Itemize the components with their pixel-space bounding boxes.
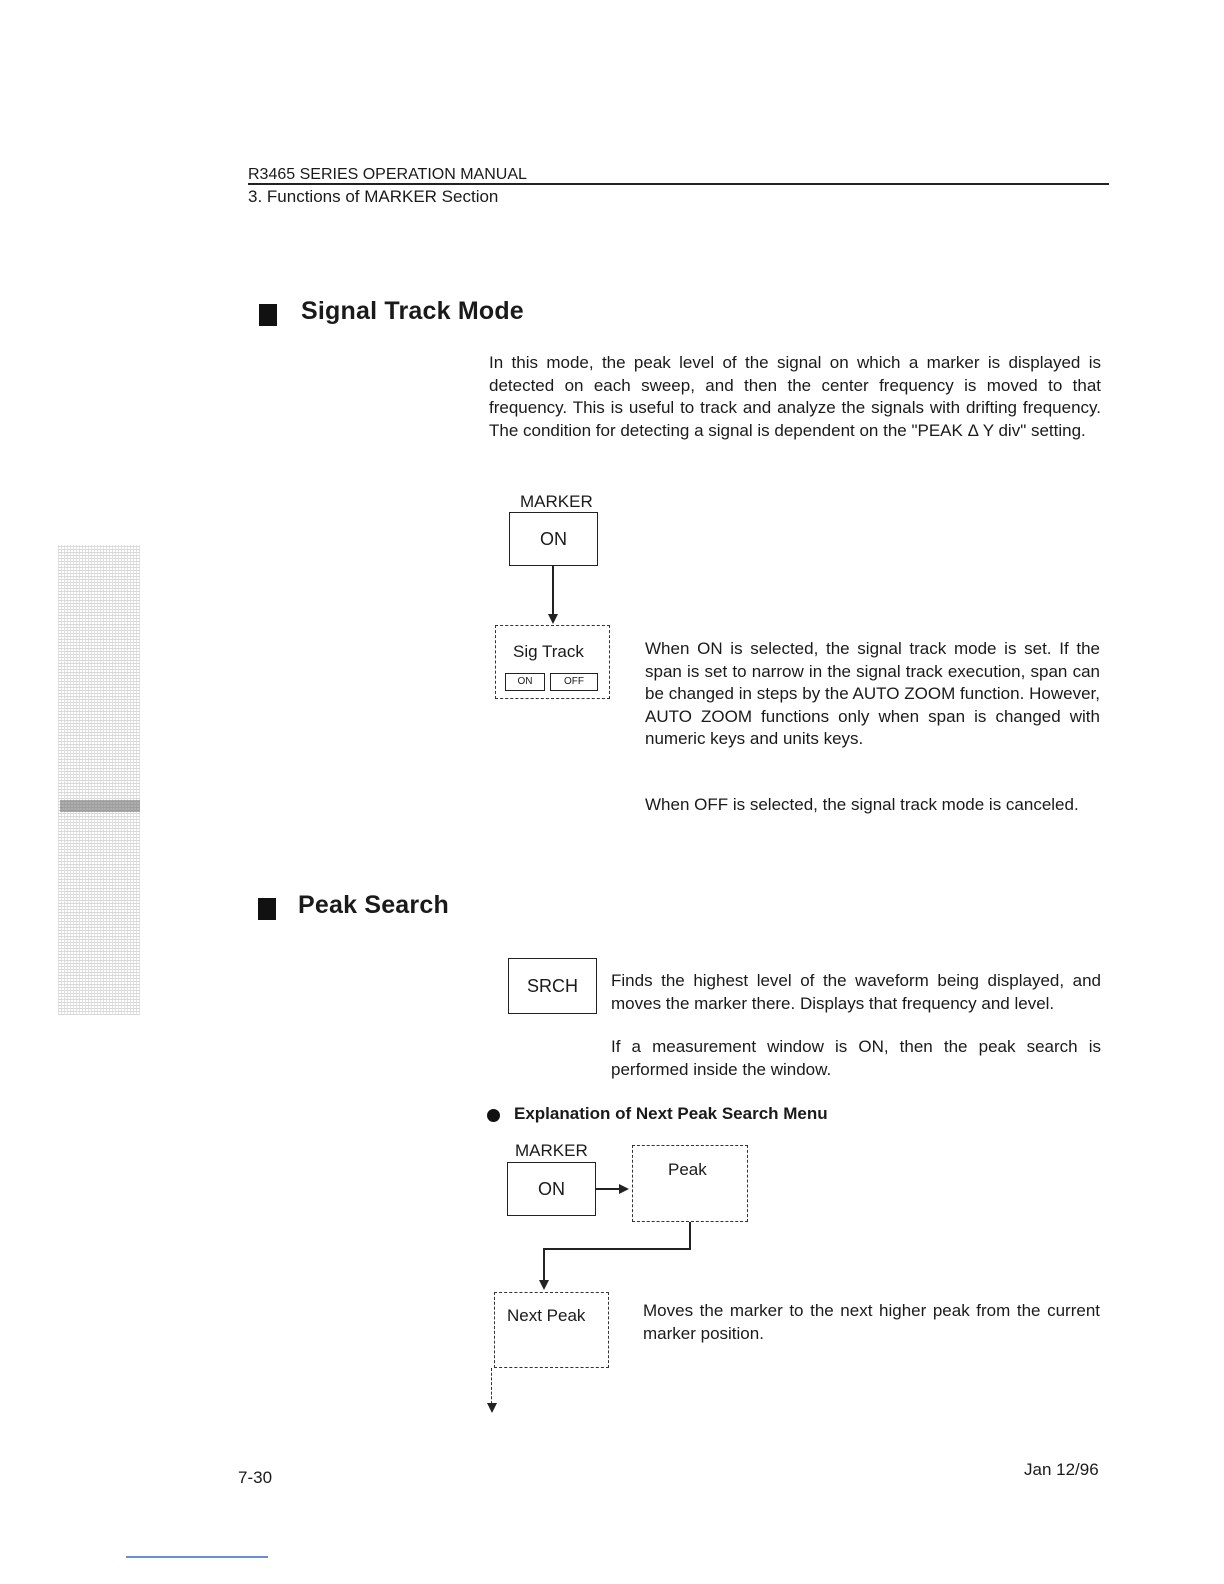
manual-title: R3465 SERIES OPERATION MANUAL [248, 166, 527, 183]
marker-label: MARKER [515, 1141, 588, 1160]
next-peak-label: Next Peak [507, 1306, 586, 1325]
peak-softkey[interactable] [632, 1145, 748, 1222]
connector-arrow [539, 1280, 549, 1290]
connector-line [552, 566, 554, 616]
marker-label: MARKER [520, 492, 593, 511]
peak-softkey-label: Peak [668, 1160, 707, 1179]
srch-description-1: Finds the highest level of the waveform being displayed, and moves the marker there. Displays that frequency and level. [611, 971, 1101, 1013]
page-number: 7-30 [238, 1468, 273, 1487]
next-peak-softkey[interactable] [494, 1292, 609, 1368]
continuation-arrow [487, 1403, 497, 1413]
explanation-heading: Explanation of Next Peak Search Menu [514, 1104, 828, 1123]
sig-track-label: Sig Track [513, 642, 584, 661]
connector-line [596, 1188, 620, 1190]
marker-on-key[interactable]: ON [507, 1162, 596, 1216]
sig-track-off-option[interactable]: OFF [550, 673, 598, 691]
heading-bullet [259, 304, 277, 326]
sig-track-off-description: When OFF is selected, the signal track mode is canceled. [645, 795, 1079, 814]
connector-line [543, 1248, 691, 1250]
section-title: 3. Functions of MARKER Section [248, 187, 499, 206]
srch-key[interactable]: SRCH [508, 958, 597, 1014]
peak-search-heading: Peak Search [298, 891, 449, 919]
link-underline [126, 1556, 268, 1558]
revision-date: Jan 12/96 [1024, 1460, 1099, 1479]
explanation-bullet [487, 1109, 500, 1122]
signal-track-intro: In this mode, the peak level of the signal on which a marker is displayed is detected on each sweep, and then the center frequency is moved to that frequency. This is useful to track and analyze the signals with drifting frequency. The condition for detecting a signal is dependent on the "PEAK Δ Y div" setting. [489, 353, 1101, 440]
signal-track-heading: Signal Track Mode [301, 297, 524, 325]
connector-arrow [548, 614, 558, 624]
connector-line [689, 1222, 691, 1249]
scan-smudge [60, 800, 140, 812]
marker-on-key[interactable]: ON [509, 512, 598, 566]
heading-bullet [258, 898, 276, 920]
connector-arrow [619, 1184, 629, 1194]
next-peak-description: Moves the marker to the next higher peak from the current marker position. [643, 1301, 1100, 1343]
srch-description-2: If a measurement window is ON, then the peak search is performed inside the window. [611, 1037, 1101, 1079]
sig-track-on-option[interactable]: ON [505, 673, 545, 691]
header-rule [248, 183, 1109, 185]
connector-line [543, 1248, 545, 1282]
scan-noise-left [58, 545, 140, 1015]
sig-track-on-description: When ON is selected, the signal track mode is set. If the span is set to narrow in the signal track execution, span can be changed in steps by the AUTO ZOOM function. However, AUTO ZOOM functions only when span is changed with numeric keys and units keys. [645, 639, 1100, 748]
continuation-line [491, 1368, 492, 1404]
